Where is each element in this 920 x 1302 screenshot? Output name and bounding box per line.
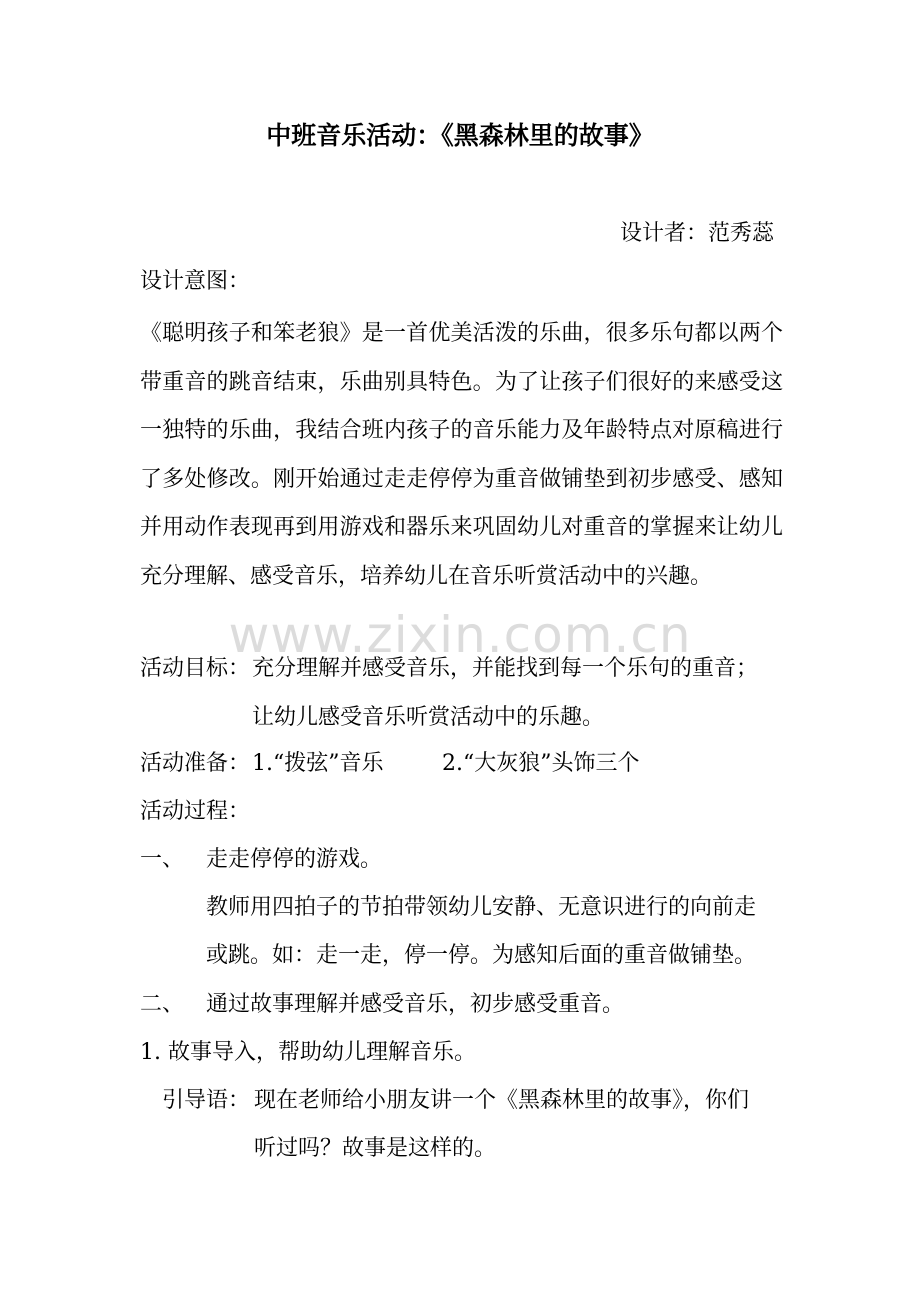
step-1-title: 走走停停的游戏。: [206, 847, 383, 872]
step-1-number: 一、: [140, 847, 185, 872]
goal-label: 活动目标：: [140, 656, 251, 681]
step-1-line-2: 或跳。如：走一走，停一停。为感知后面的重音做铺垫。: [206, 943, 757, 968]
design-intent-label: 设计意图：: [140, 269, 251, 294]
guide-line-2: 听过吗？故事是这样的。: [254, 1136, 497, 1161]
goal-line-1: 充分理解并感受音乐，并能找到每一个乐句的重音；: [252, 656, 759, 681]
design-intent-paragraph: 《聪明孩子和笨老狼》是一首优美活泼的乐曲，很多乐句都以两个带重音的跳音结束，乐曲别具特色。为了让孩子们很好的来感受这一独特的乐曲，我结合班内孩子的音乐能力及年龄特点对原稿进行了多处修改。刚开始通过走走停停为重音做铺垫到初步感受、感知并用动作表现再到用游戏和器乐来巩固幼儿对重音的掌握来让幼儿充分理解、感受音乐，培养幼儿在音乐听赏活动中的兴趣。: [140, 321, 783, 589]
prep-item-2: 2.“大灰狼”头饰三个: [442, 751, 640, 776]
step-2-title: 通过故事理解并感受音乐，初步感受重音。: [206, 992, 625, 1017]
process-label: 活动过程：: [140, 799, 251, 824]
step-2-number: 二、: [140, 992, 185, 1017]
watermark-text: www.zixin.com.cn: [228, 606, 692, 664]
guide-label: 引导语：: [162, 1088, 251, 1113]
goal-line-2: 让幼儿感受音乐听赏活动中的乐趣。: [252, 705, 605, 730]
prep-label: 活动准备：: [140, 751, 251, 776]
author-line: 设计者：范秀蕊: [619, 221, 774, 246]
prep-item-1: 1.“拨弦”音乐: [252, 751, 384, 776]
document-title: 中班音乐活动：《黑森林里的故事》: [266, 121, 654, 150]
sub-step-1-title: 1. 故事导入，帮助幼儿理解音乐。: [140, 1040, 476, 1065]
step-1-line-1: 教师用四拍子的节拍带领幼儿安静、无意识进行的向前走: [206, 895, 757, 920]
guide-line-1: 现在老师给小朋友讲一个《黑森林里的故事》，你们: [254, 1088, 750, 1113]
